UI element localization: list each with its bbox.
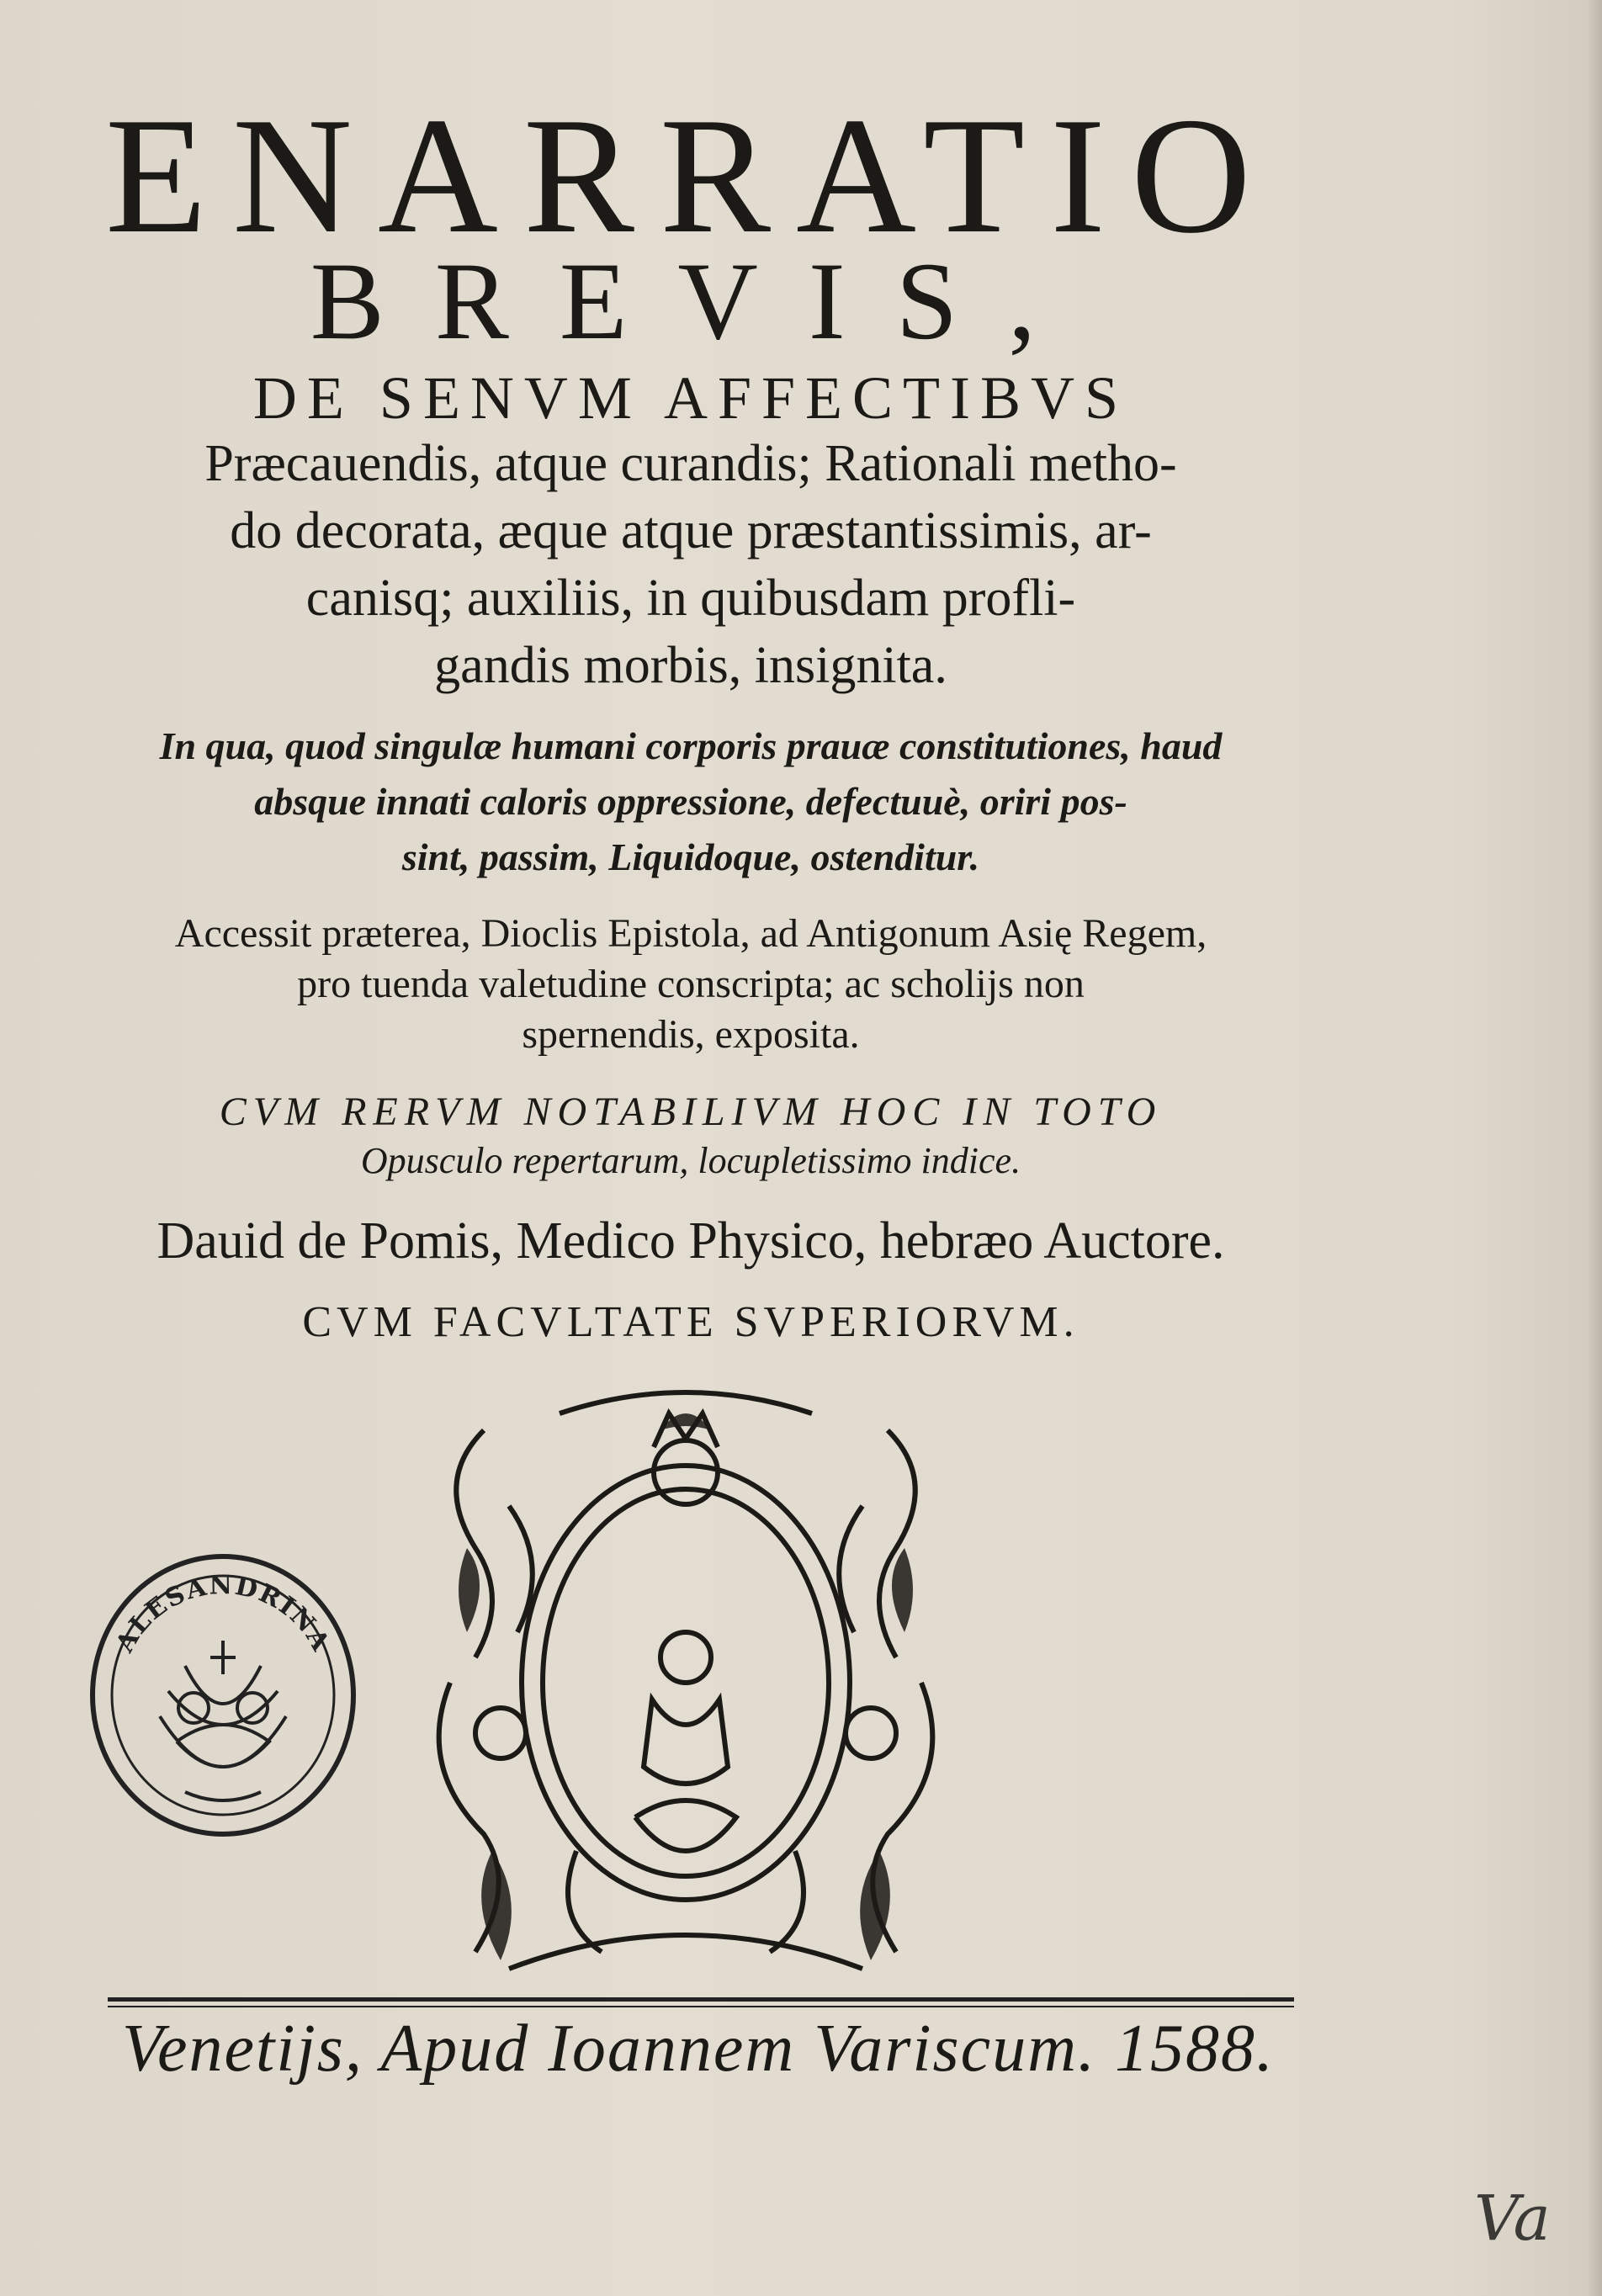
handwritten-mark: Va <box>1474 2182 1551 2255</box>
rule-bottom <box>108 2006 1294 2007</box>
appendix-line: Accessit præterea, Dioclis Epistola, ad Antigonum Asię Regem, <box>174 911 1207 956</box>
appendix-line: spernendis, exposita. <box>522 1012 860 1057</box>
index-line: Opusculo repertarum, locupletissimo indice. <box>360 1140 1021 1181</box>
subtitle-line: do decorata, æque atque præstantissimis, ar- <box>230 502 1152 559</box>
title-line-2: BREVIS, <box>310 239 1087 363</box>
italic-line: In qua, quod singulæ humani corporis prauæ constitutiones, haud <box>159 724 1223 767</box>
subtitle-line: Præcauendis, atque curandis; Rationali metho- <box>204 435 1177 492</box>
imprint-line: Venetijs, Apud Ioannem Variscum. 1588. <box>122 2012 1275 2086</box>
permission-line: CVM FACVLTATE SVPERIORVM. <box>302 1298 1079 1346</box>
printers-device-icon <box>383 1380 989 1986</box>
italic-line: absque innati caloris oppressione, defectuuè, oriri pos- <box>254 780 1127 823</box>
index-line: CVM RERVM NOTABILIVM HOC IN TOTO <box>219 1090 1163 1134</box>
title-line-3: DE SENVM AFFECTIBVS <box>252 364 1129 432</box>
stamp-text: ALESANDRINA <box>110 1571 336 1657</box>
page-edge <box>1589 0 1602 2296</box>
title-line-1: ENARRATIO <box>105 83 1276 268</box>
library-stamp-icon <box>84 1540 362 1843</box>
subtitle-line: gandis morbis, insignita. <box>434 637 947 694</box>
rule-top <box>108 1997 1294 2002</box>
italic-line: sint, passim, Liquidoque, ostenditur. <box>401 835 980 878</box>
appendix-line: pro tuenda valetudine conscripta; ac scholijs non <box>297 962 1085 1006</box>
subtitle-line: canisq; auxiliis, in quibusdam profli- <box>305 570 1076 627</box>
author-line: Dauid de Pomis, Medico Physico, hebræo Auctore. <box>156 1212 1225 1270</box>
